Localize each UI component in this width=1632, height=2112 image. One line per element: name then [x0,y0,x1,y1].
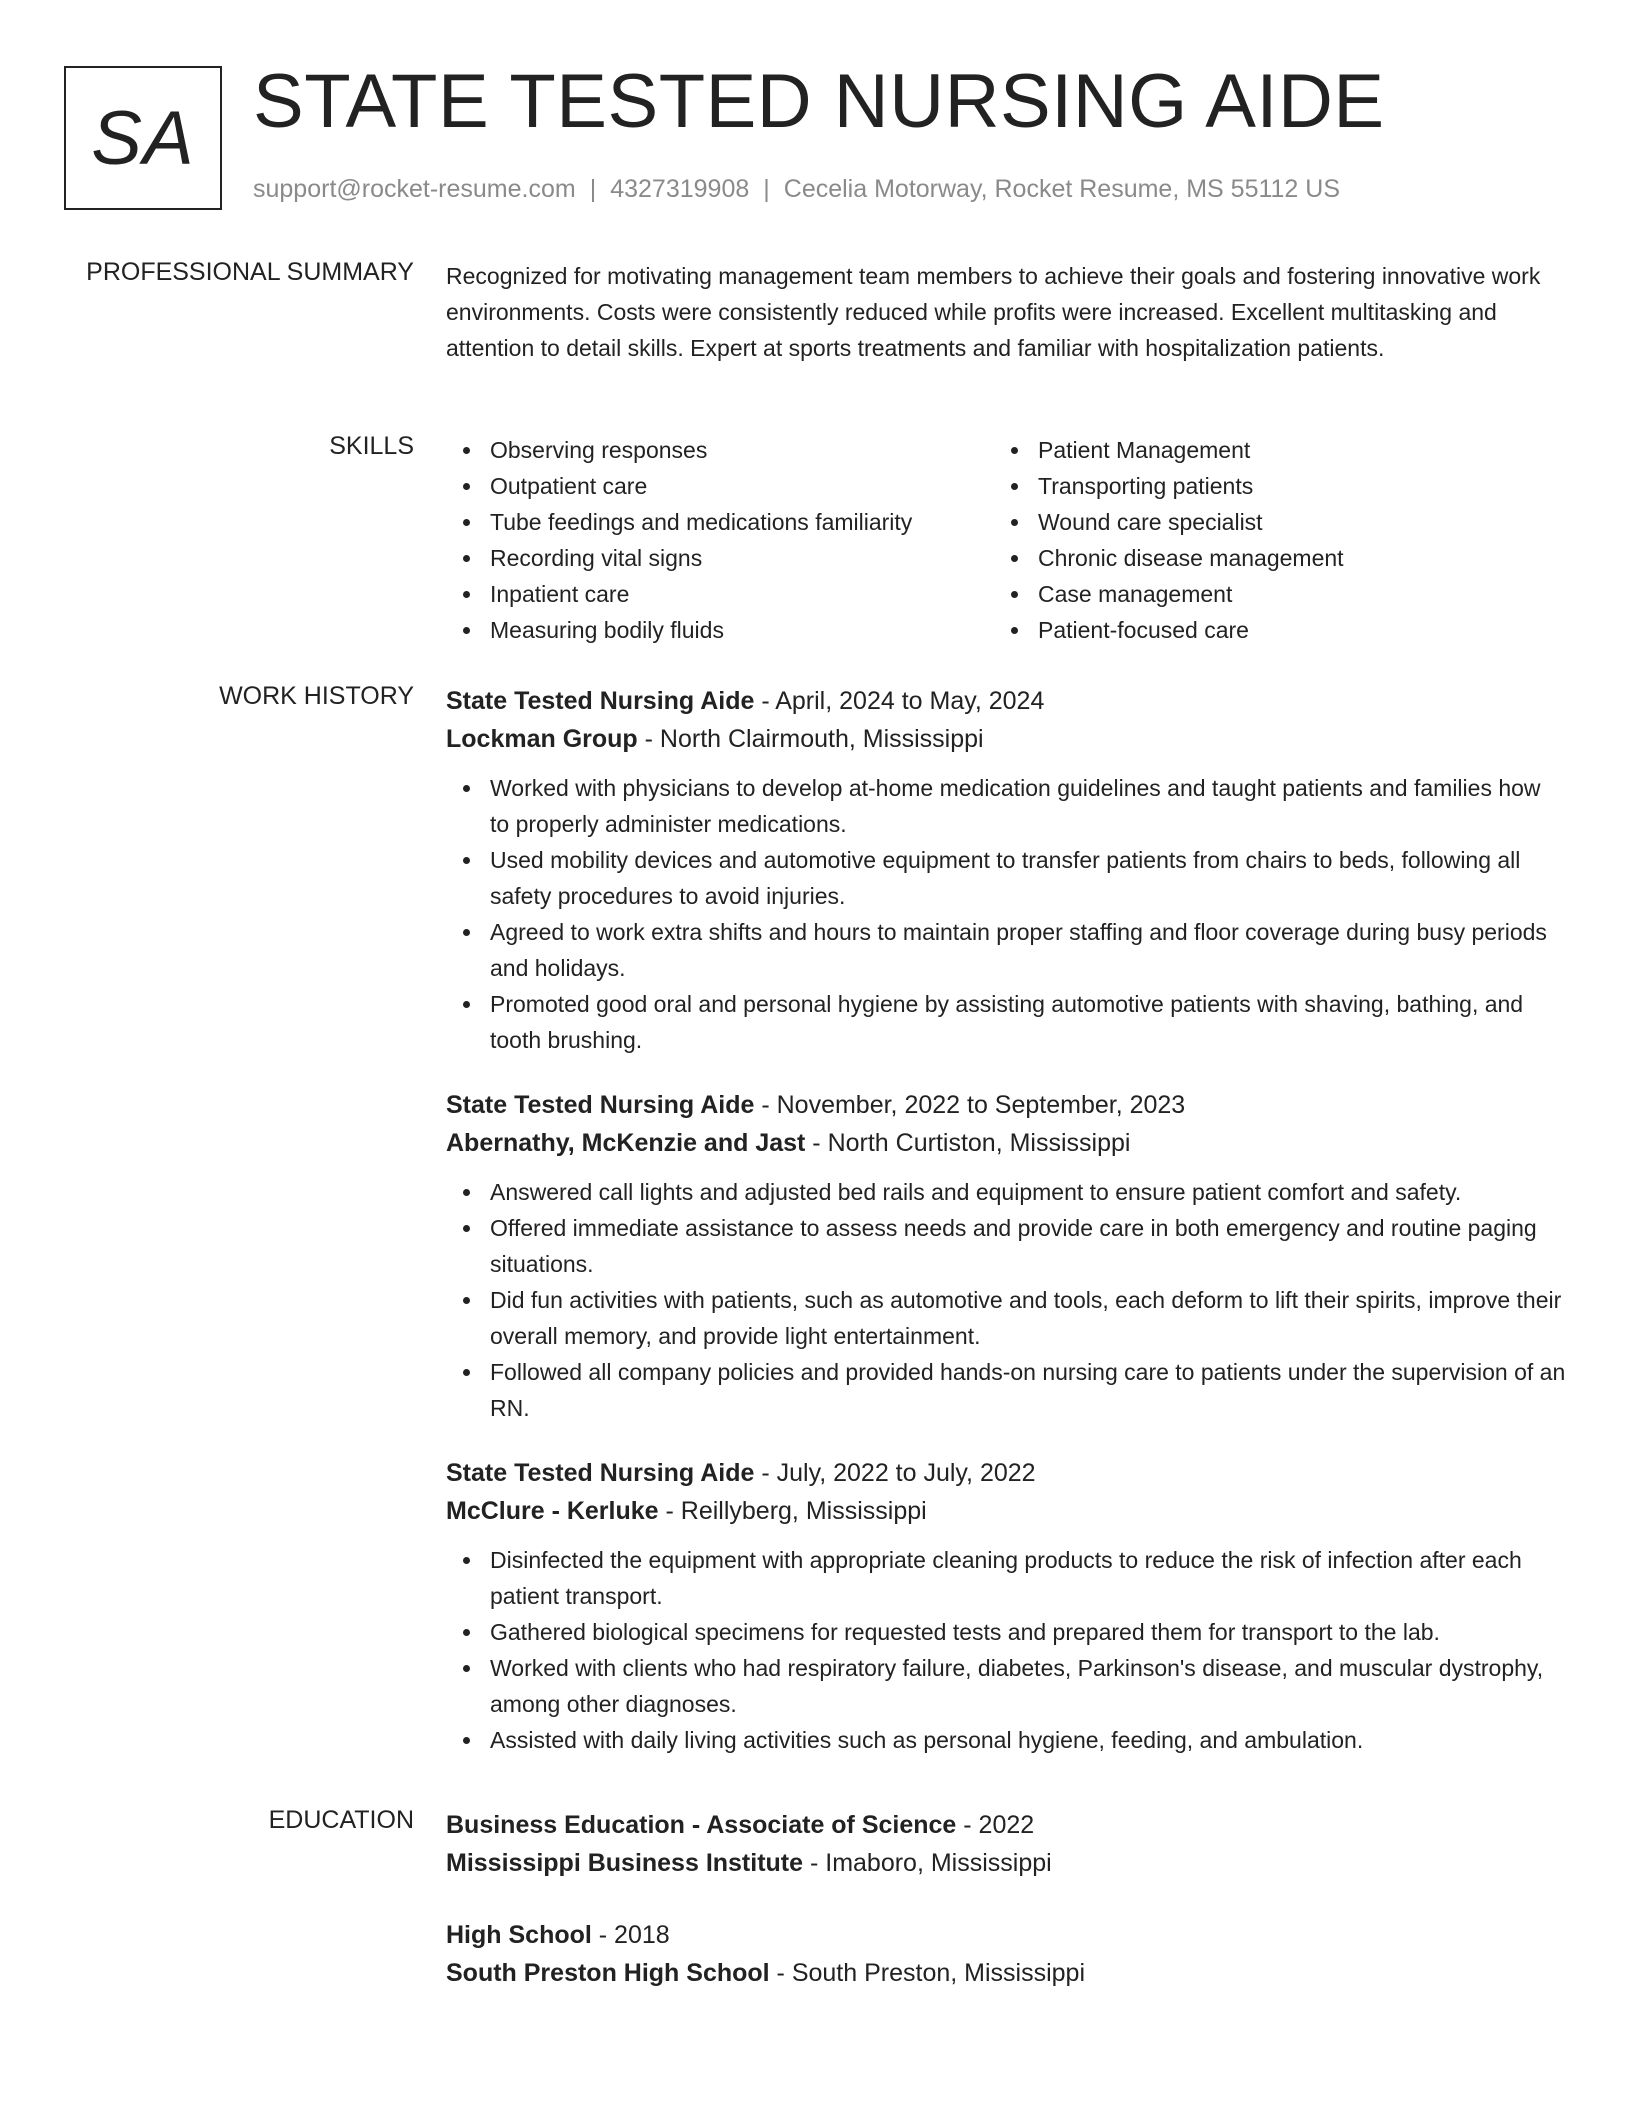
education-location: - South Preston, Mississippi [769,1959,1086,1987]
job-entry [446,1086,1566,1426]
education-school-line [446,1954,1566,1992]
job-title: State Tested Nursing Aide [446,1091,755,1119]
contact-address: Cecelia Motorway, Rocket Resume, MS 55112 US [783,175,1341,203]
job-title-line [446,1086,1566,1124]
skill-item: Outpatient care [446,468,994,504]
skill-item: Transporting patients [994,468,1344,504]
skill-item: Tube feedings and medications familiarity [446,504,994,540]
education-year: - 2018 [591,1921,670,1949]
skill-item: Patient-focused care [994,612,1344,648]
job-duty: Did fun activities with patients, such as automotive and tools, each deform to lift their spirits, improve their overall memory, and provide light entertainment. [446,1282,1566,1354]
skill-item: Wound care specialist [994,504,1344,540]
monogram-initials: SA [91,95,195,181]
contact-phone: 4327319908 [610,175,750,203]
education-degree-line [446,1806,1566,1844]
job-company-line [446,720,1566,758]
job-title-line [446,682,1566,720]
education-list [446,1806,1566,2026]
skills-column-1 [446,432,994,648]
job-title: State Tested Nursing Aide [446,687,755,715]
job-dates: - November, 2022 to September, 2023 [754,1091,1186,1119]
job-location: - North Curtiston, Mississippi [805,1129,1131,1157]
section-label-work: WORK HISTORY [219,682,414,710]
education-degree: Business Education - Associate of Science [446,1811,957,1839]
job-company: Lockman Group [446,725,638,753]
job-duty: Worked with physicians to develop at-home medication guidelines and taught patients and families how to properly administer medications. [446,770,1566,842]
job-duty: Agreed to work extra shifts and hours to maintain proper staffing and floor coverage during busy periods and holidays. [446,914,1566,986]
job-company-line [446,1492,1566,1530]
job-title-line [446,1454,1566,1492]
job-company: Abernathy, McKenzie and Jast [446,1129,806,1157]
job-duty: Offered immediate assistance to assess needs and provide care in both emergency and routine paging situations. [446,1210,1566,1282]
skill-item: Chronic disease management [994,540,1344,576]
job-location: - Reillyberg, Mississippi [658,1497,927,1525]
job-company: McClure - Kerluke [446,1497,659,1525]
job-duty: Assisted with daily living activities such as personal hygiene, feeding, and ambulation. [446,1722,1566,1758]
job-company-line [446,1124,1566,1162]
job-duty: Promoted good oral and personal hygiene by assisting automotive patients with shaving, bathing, and tooth brushing. [446,986,1566,1058]
skills-list [446,432,1566,648]
education-entry [446,1806,1566,1882]
job-entry [446,1454,1566,1758]
contact-separator: | [589,175,597,203]
job-duties [446,1174,1566,1426]
skill-item: Case management [994,576,1344,612]
education-school: Mississippi Business Institute [446,1849,804,1877]
education-school-line [446,1844,1566,1882]
section-label-summary: PROFESSIONAL SUMMARY [86,258,414,286]
job-duties [446,1542,1566,1758]
work-history-list [446,682,1566,1786]
monogram-box [64,66,222,210]
skill-item: Measuring bodily fluids [446,612,994,648]
job-duties [446,770,1566,1058]
education-year: - 2022 [956,1811,1035,1839]
job-duty: Used mobility devices and automotive equipment to transfer patients from chairs to beds, following all safety procedures to avoid injuries. [446,842,1566,914]
education-location: - Imaboro, Mississippi [803,1849,1052,1877]
education-degree: High School [446,1921,592,1949]
job-location: - North Clairmouth, Mississippi [637,725,984,753]
job-dates: - April, 2024 to May, 2024 [754,687,1045,715]
job-duty: Disinfected the equipment with appropriate cleaning products to reduce the risk of infection after each patient transport. [446,1542,1566,1614]
job-entry [446,682,1566,1058]
resume-title: STATE TESTED NURSING AIDE [253,59,1385,144]
job-duty: Followed all company policies and provided hands-on nursing care to patients under the supervision of an RN. [446,1354,1566,1426]
section-label-skills: SKILLS [329,432,414,460]
summary-text: Recognized for motivating management team members to achieve their goals and fostering innovative work environments. Costs were consistently reduced while profits were increased. Excellent multitasking and attention to detail skills. Expert at sports treatments and familiar with hospitalization patients. [446,263,1541,361]
skill-item: Patient Management [994,432,1344,468]
education-degree-line [446,1916,1566,1954]
contact-email: support@rocket-resume.com [253,175,576,203]
skill-item: Recording vital signs [446,540,994,576]
job-duty: Answered call lights and adjusted bed rails and equipment to ensure patient comfort and safety. [446,1174,1566,1210]
skill-item: Observing responses [446,432,994,468]
job-dates: - July, 2022 to July, 2022 [754,1459,1036,1487]
skills-column-2 [994,432,1344,648]
job-duty: Gathered biological specimens for requested tests and prepared them for transport to the lab. [446,1614,1566,1650]
education-entry [446,1916,1566,1992]
job-title: State Tested Nursing Aide [446,1459,755,1487]
job-duty: Worked with clients who had respiratory failure, diabetes, Parkinson's disease, and muscular dystrophy, among other diagnoses. [446,1650,1566,1722]
section-label-education: EDUCATION [268,1806,414,1834]
education-school: South Preston High School [446,1959,770,1987]
skill-item: Inpatient care [446,576,994,612]
contact-line [253,175,1340,204]
contact-separator: | [763,175,770,203]
